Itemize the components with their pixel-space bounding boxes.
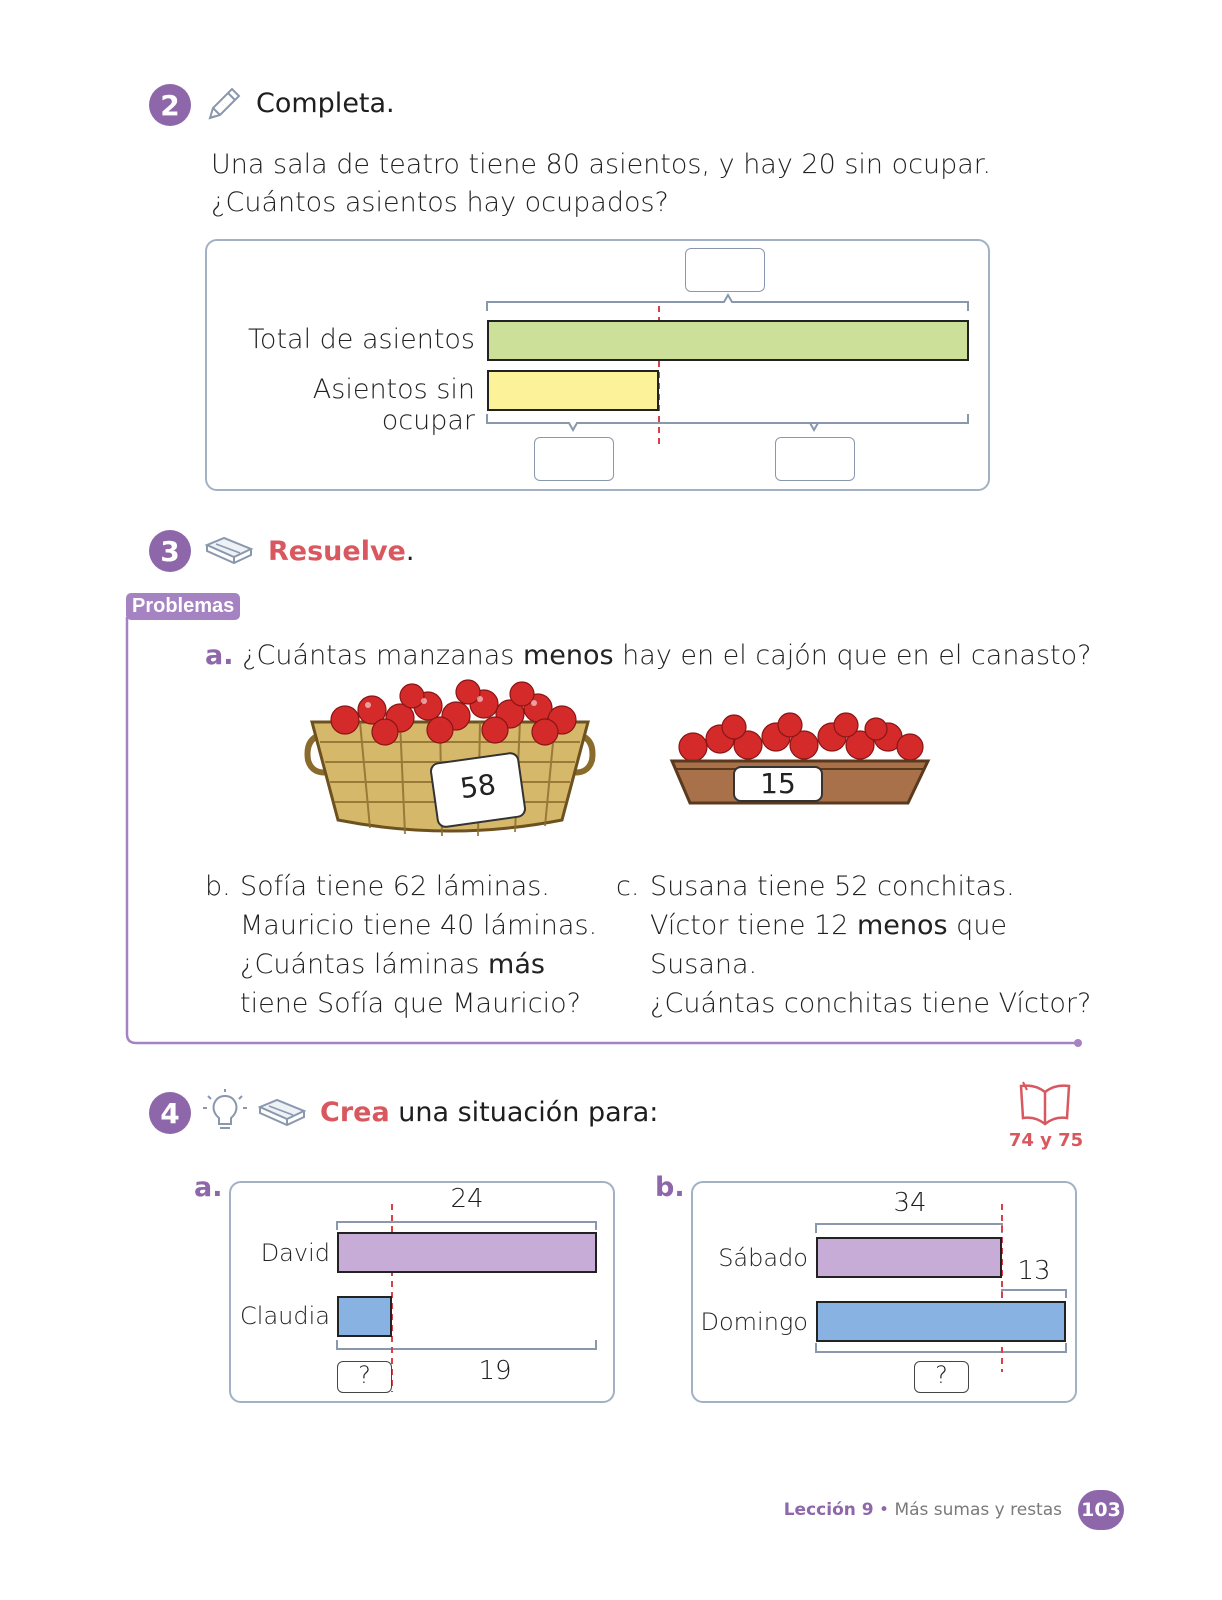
exercise-2-heading: Completa. [256,88,395,119]
problem-b-line-3-bold: más [488,949,545,980]
problem-c-line-3: Susana. [650,949,758,980]
claudia-question-mark: ? [358,1361,371,1389]
exercise-2-line-1: Una sala de teatro tiene 80 asientos, y hay 20 sin ocupar. [211,149,991,180]
basket-apple-count: 58 [458,767,498,806]
page-number: 103 [1078,1490,1124,1530]
footer-lesson-number: Lección 9 [783,1500,874,1520]
exercise-2-line-2: ¿Cuántos asientos hay ocupados? [211,187,669,218]
problem-c-letter: c. [616,871,640,902]
problem-c-line-2-post: que [947,910,1008,941]
difference-value-4a: 19 [478,1356,512,1386]
problem-b-line-2: Mauricio tiene 40 láminas. [240,910,598,941]
exercise-4-heading-rest: una situación para: [389,1097,659,1128]
saturday-bar [816,1237,1002,1278]
problem-c-line-2-pre: Víctor tiene 12 [650,910,857,941]
label-unoccupied-seats: Asientos sin ocupar [312,374,475,436]
footer-lesson-title: Más sumas y restas [894,1500,1062,1520]
david-total-value: 24 [450,1184,484,1214]
exercise-4b-letter-text: b. [655,1172,685,1203]
problem-b-line-3-pre: ¿Cuántas láminas [240,949,489,980]
footer-lesson [760,1500,1062,1520]
label-claudia: Claudia [240,1302,330,1330]
problems-tag: Problemas [126,593,240,620]
sunday-bar [816,1301,1066,1342]
exercise-number-3: 3 [149,530,191,572]
problem-c-line-1: Susana tiene 52 conchitas. [650,871,1015,902]
problem-c-line-4: ¿Cuántas conchitas tiene Víctor? [650,988,1092,1019]
heading-period: . [405,536,415,567]
crea-word: Crea [320,1097,390,1128]
resuelve-word: Resuelve [268,536,406,567]
exercise-number-2: 2 [149,84,191,126]
label-total-seats: Total de asientos [248,324,475,355]
book-page-reference: 74 y 75 [1008,1130,1084,1151]
sunday-question-mark: ? [935,1361,948,1389]
exercise-4a-letter-text: a. [194,1172,223,1203]
label-sunday: Domingo [700,1308,808,1336]
problem-b-line-4: tiene Sofía que Mauricio? [240,988,581,1019]
crate-apple-count: 15 [760,767,796,800]
problem-a-post: hay en el cajón que en el canasto? [613,640,1092,671]
label-saturday: Sábado [718,1244,808,1272]
label-david: David [260,1239,330,1267]
exercise-number-4: 4 [149,1092,191,1134]
problem-b-line-1: Sofía tiene 62 láminas. [240,871,550,902]
difference-value-4b: 13 [1017,1256,1051,1286]
footer-bullet: • [873,1500,895,1520]
saturday-total-value: 34 [893,1188,927,1218]
problem-b-letter: b. [205,871,231,902]
problem-a-pre: ¿Cuántas manzanas [242,640,523,671]
problem-a-letter: a. [205,640,234,671]
problem-c-line-2-bold: menos [856,910,948,941]
problem-a-bold: menos [522,640,614,671]
